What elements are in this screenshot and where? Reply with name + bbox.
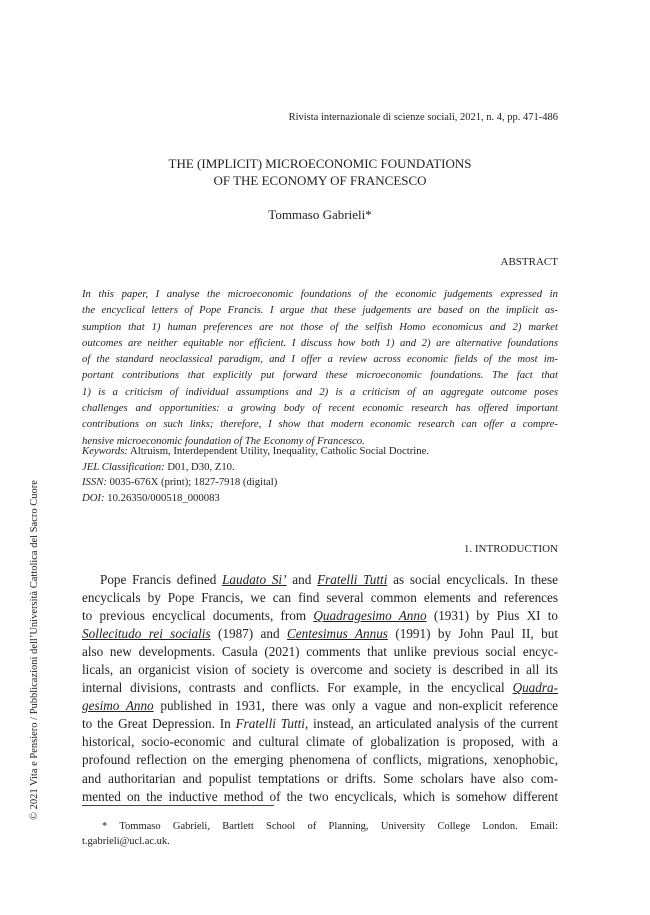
body-line — [82, 625, 558, 643]
copyright-notice: © 2021 Vita e Pensiero / Pubblicazioni dell’Università Cattolica del Sacro Cuore — [29, 480, 40, 820]
doi-value: 10.26350/000518_000083 — [107, 491, 220, 504]
text-run: to the Great Depression. In — [82, 716, 236, 732]
text-run: (1987) and — [210, 626, 287, 642]
body-paragraph — [82, 571, 558, 806]
text-run: Pope Francis defined — [100, 572, 223, 587]
cited-title: Fratelli Tutti — [235, 716, 305, 732]
cited-title: Quadra- — [512, 680, 558, 696]
issn-value: 0035-676X (print); 1827-7918 (digital) — [109, 476, 278, 488]
abstract-text — [82, 286, 558, 449]
body-line: historical, socio-economic and cultural climate of globalization is proposed, with a — [82, 734, 558, 750]
cited-title: Sollecitudo rei socialis — [82, 626, 211, 642]
body-line — [82, 571, 558, 589]
text-run: published in 1931, there was only a vague and non-explicit reference — [153, 698, 558, 714]
title-line-2: OF THE ECONOMY OF FRANCESCO — [213, 173, 427, 188]
body-line: encyclicals by Pope Francis, we can find several common elements and references — [82, 590, 558, 606]
abstract-line: challenges and opportunities: a growing body of recent economic research has offered important — [82, 402, 558, 415]
jel-label: JEL Classification: — [82, 460, 165, 473]
cited-title: Quadragesimo Anno — [313, 608, 427, 624]
body-line: profound reflection on the emerging phenomena of conflicts, migrations, xenophobic, — [82, 752, 558, 768]
abstract-line: portant contributions that explicitly put forward these microeconomic foundations. The fact that — [82, 369, 558, 382]
jel-value: D01, D30, Z10. — [167, 460, 235, 473]
jel-row — [82, 460, 558, 476]
text-run: , instead, an articulated analysis of the current — [304, 716, 559, 732]
body-line — [82, 607, 558, 625]
body-line — [82, 715, 558, 733]
abstract-line: 1) is a criticism of individual assumptions and 2) is a criticism of an aggregate outcome poses — [82, 385, 558, 398]
keywords-label: Keywords: — [82, 445, 128, 457]
paper-title — [82, 155, 558, 189]
text-run: as social encyclicals. In these — [387, 572, 558, 587]
text-run: internal divisions, contrasts and conflicts. For example, in the encyclical — [82, 680, 513, 696]
article-metadata — [82, 444, 558, 506]
keywords-row — [82, 444, 558, 460]
body-line — [82, 697, 558, 715]
issn-label: ISSN: — [82, 476, 107, 488]
abstract-line: contributions on such links; therefore, I show that modern economic research can offer a compre- — [82, 418, 558, 431]
author-name: Tommaso Gabrieli* — [268, 207, 372, 222]
cited-title: Laudato Si’ — [222, 572, 287, 587]
issn-row — [82, 475, 558, 491]
title-line-1: THE (IMPLICIT) MICROECONOMIC FOUNDATIONS — [168, 156, 472, 171]
body-line: also new developments. Casula (2021) comments that unlike previous social encyc- — [82, 644, 558, 660]
footnote-divider — [82, 805, 274, 806]
cited-title: gesimo Anno — [82, 698, 154, 714]
body-line: licals, an organicist vision of society is overcome and society is described in all its — [82, 662, 558, 678]
text-run: (1931) by Pius XI to — [426, 608, 559, 624]
author-footnote — [82, 819, 558, 849]
text-run: and — [286, 572, 318, 587]
doi-label: DOI: — [82, 491, 105, 504]
doi-row — [82, 491, 558, 507]
abstract-line: sumption that 1) human preferences are not those of the selfish Homo economicus and 2) market — [82, 320, 558, 333]
body-line: mented on the inductive method of the two encyclicals, which is somehow different — [82, 788, 558, 804]
body-line — [82, 679, 558, 697]
abstract-line: hensive microeconomic foundation of The Economy of Francesco. — [82, 434, 365, 447]
cited-title: Centesimus Annus — [287, 626, 388, 642]
abstract-heading: ABSTRACT — [500, 256, 558, 268]
keywords-value: Altruism, Interdependent Utility, Inequality, Catholic Social Doctrine. — [130, 445, 429, 457]
text-run: (1991) by John Paul II, but — [387, 626, 558, 642]
section-heading: 1. INTRODUCTION — [463, 543, 558, 555]
abstract-line: of the standard neoclassical paradigm, and I offer a review across economic fields of the most im- — [82, 353, 558, 366]
footnote-email[interactable]: t.gabrieli@ucl.ac.uk. — [82, 836, 170, 847]
abstract-line: outcomes are neither equitable nor efficient. I discuss how both 1) and 2) are alternative foundations — [82, 336, 558, 349]
footnote-line-1: * Tommaso Gabrieli, Bartlett School of Planning, University College London. Email: — [102, 821, 558, 832]
journal-reference: Rivista internazionale di scienze sociali, 2021, n. 4, pp. 471-486 — [288, 112, 558, 123]
cited-title: Fratelli Tutti — [317, 572, 388, 587]
text-run: to previous encyclical documents, from — [82, 608, 314, 624]
abstract-line: In this paper, I analyse the microeconomic foundations of the economic judgements expressed in — [82, 288, 558, 300]
abstract-line: the encyclical letters of Pope Francis. I argue that these judgements are based on the implicit as- — [82, 304, 558, 317]
body-line: and authoritarian and populist temptations or drifts. Some scholars have also com- — [82, 770, 558, 786]
